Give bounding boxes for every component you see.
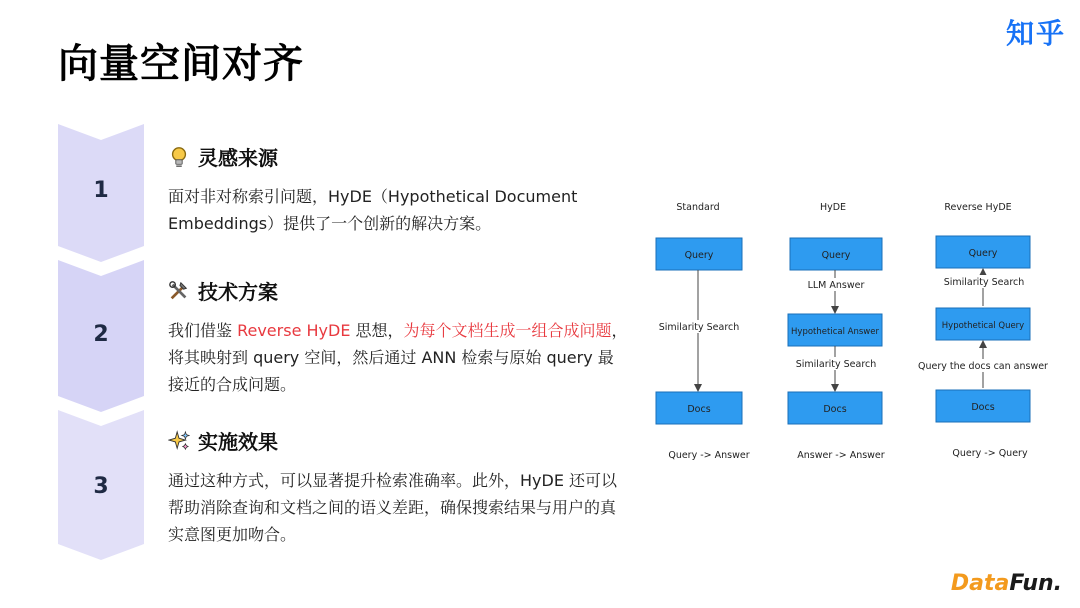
standard-caption: Query -> Answer <box>668 450 750 461</box>
hyde-edge2-label: Similarity Search <box>795 359 877 370</box>
section-technical-plan <box>168 276 628 398</box>
standard-docs-label: Docs <box>687 404 711 415</box>
highlight-reverse-hyde: Reverse HyDE <box>237 321 351 340</box>
sparkles-icon <box>168 430 190 452</box>
section-inspiration <box>168 142 628 237</box>
section-results <box>168 426 628 548</box>
section-body: 面对非对称索引问题，HyDE（Hypothetical Document Embeddings）提供了一个创新的解决方案。 <box>168 187 578 233</box>
page-title: 向量空间对齐 <box>58 41 304 87</box>
step-2-number: 2 <box>93 322 109 347</box>
body-text: 思想， <box>350 321 404 340</box>
hyde-comparison-diagram <box>640 190 1070 480</box>
reverse-caption: Query -> Query <box>952 448 1028 459</box>
body-text: 我们借鉴 <box>168 321 238 340</box>
column-title-hyde: HyDE <box>819 202 847 213</box>
hyde-query-label: Query <box>821 250 851 261</box>
hyde-hypothetical-answer-label: Hypothetical Answer <box>791 327 879 337</box>
reverse-query-label: Query <box>968 248 998 259</box>
column-title-reverse-hyde: Reverse HyDE <box>944 202 1012 213</box>
reverse-docs-label: Docs <box>971 402 995 413</box>
section-body <box>168 317 628 398</box>
step-3-number: 3 <box>93 474 109 499</box>
step-1-number: 1 <box>93 178 109 203</box>
section-heading: 技术方案 <box>198 280 278 304</box>
hyde-caption: Answer -> Answer <box>797 450 885 461</box>
body-text: ，将其映射到 query 空间，然后通过 ANN 检索与原始 query 最接近的合成问题。 <box>168 321 628 394</box>
highlight-synthetic-questions: 为每个文档生成一组合成问题 <box>403 321 612 340</box>
column-title-standard: Standard <box>676 202 720 213</box>
standard-query-label: Query <box>684 250 714 261</box>
reverse-edge2-label: Query the docs can answer <box>918 361 1048 372</box>
hyde-docs-label: Docs <box>823 404 847 415</box>
reverse-edge1-label: Similarity Search <box>943 277 1025 288</box>
section-heading: 实施效果 <box>198 430 278 454</box>
section-heading: 灵感来源 <box>198 146 278 170</box>
standard-edge-label: Similarity Search <box>658 322 740 333</box>
reverse-hypothetical-query-label: Hypothetical Query <box>941 321 1025 331</box>
tools-icon <box>168 280 190 302</box>
logo-prefix: Data <box>950 571 1010 596</box>
logo-suffix: Fun. <box>1009 571 1062 596</box>
datafun-logo <box>951 571 1062 596</box>
brand-logo: 知乎 <box>1005 17 1066 50</box>
lightbulb-icon <box>168 146 190 168</box>
section-body: 通过这种方式，可以显著提升检索准确率。此外，HyDE 还可以帮助消除查询和文档之间的语义差距，确保搜索结果与用户的真实意图更加吻合。 <box>168 471 618 544</box>
hyde-edge1-label: LLM Answer <box>807 280 865 291</box>
